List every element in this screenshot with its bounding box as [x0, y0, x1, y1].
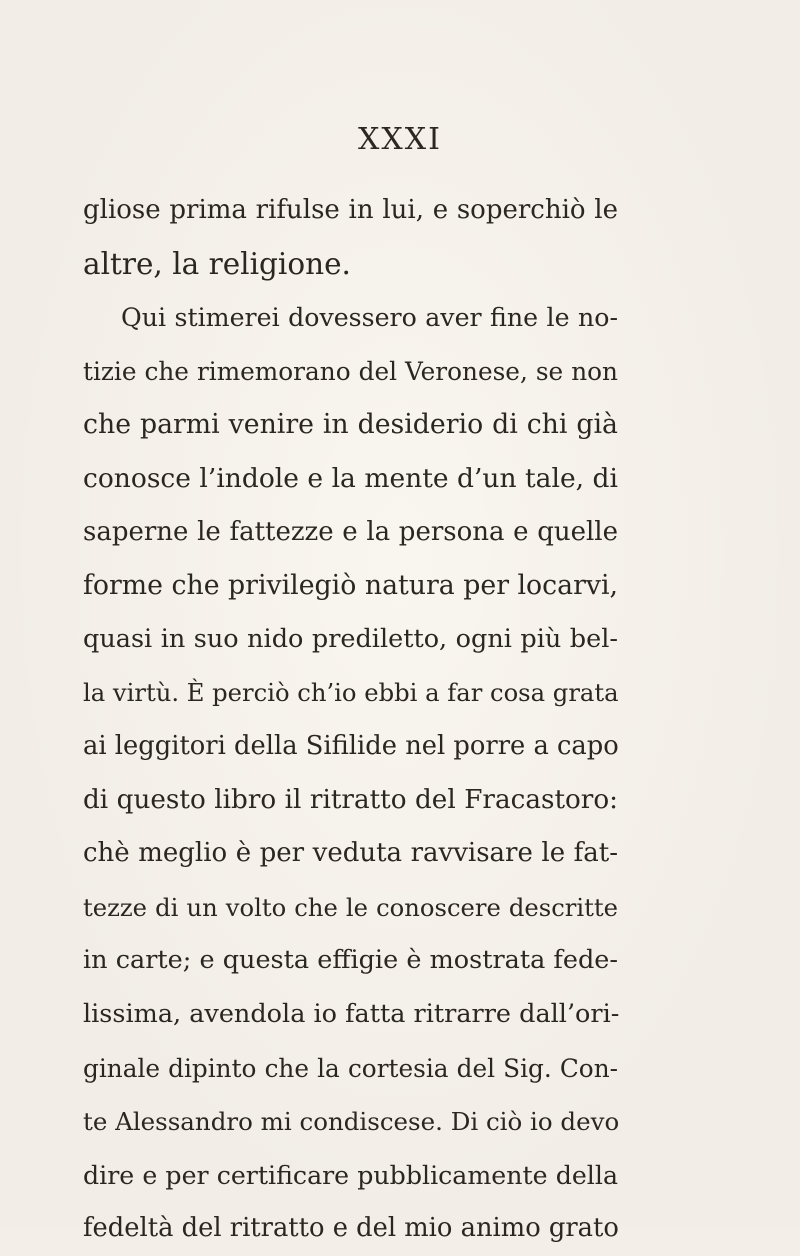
body-text: [83, 184, 618, 1256]
text-line: lissima, avendola io fatta ritrarre dall’ori-: [83, 998, 620, 1029]
text-line: Qui stimerei dovessero aver fine le no-: [121, 303, 618, 333]
text-line: saperne le fattezze e la persona e quelle: [83, 516, 618, 547]
text-line: chè meglio è per veduta ravvisare le fat-: [83, 838, 618, 869]
text-line: tezze di un volto che le conoscere descritte: [83, 892, 618, 922]
text-line: altre, la religione.: [83, 246, 351, 281]
text-line: ai leggitori della Sifilide nel porre a capo: [83, 730, 619, 761]
text-line: tizie che rimemorano del Veronese, se non: [83, 356, 618, 386]
text-line: conosce l’indole e la mente d’un tale, di: [83, 462, 618, 494]
text-line: di questo libro il ritratto del Fracastoro:: [83, 784, 618, 815]
text-line: in carte; e questa effigie è mostrata fede-: [83, 945, 618, 976]
text-line: quasi in suo nido prediletto, ogni più bel-: [83, 623, 618, 654]
text-line: gliose prima rifulse in lui, e soperchiò le: [83, 195, 618, 225]
text-line: dire e per certificare pubblicamente della: [83, 1160, 618, 1190]
text-line: fedeltà del ritratto e del mio animo grato: [83, 1213, 619, 1244]
text-line: te Alessandro mi condiscese. Di ciò io devo: [83, 1107, 620, 1137]
text-line: forme che privilegiò natura per locarvi,: [83, 570, 619, 602]
text-line: ginale dipinto che la cortesia del Sig. Con-: [83, 1053, 618, 1083]
page-number-header: XXXI: [358, 122, 442, 157]
text-line: la virtù. È perciò ch’io ebbi a far cosa grata: [83, 678, 619, 708]
text-line: che parmi venire in desiderio di chi già: [83, 409, 618, 441]
